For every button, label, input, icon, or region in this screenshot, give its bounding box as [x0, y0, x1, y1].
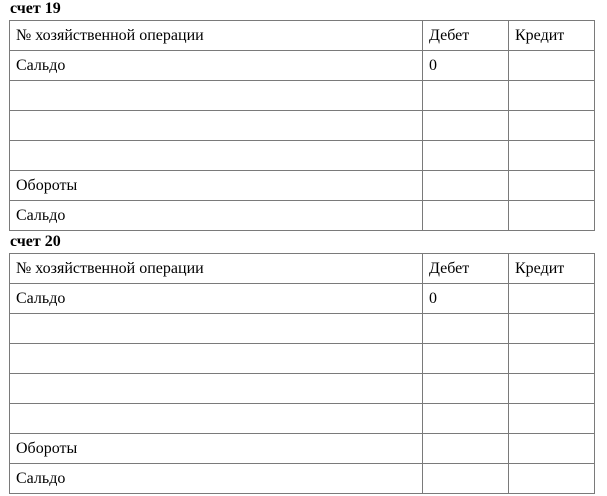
- credit-cell: [509, 434, 595, 464]
- debit-cell: [423, 464, 509, 494]
- credit-cell: [509, 171, 595, 201]
- table-row: [10, 464, 595, 494]
- debit-cell: [423, 171, 509, 201]
- operation-cell: [10, 141, 423, 171]
- table-row: [10, 171, 595, 201]
- table-row: [10, 111, 595, 141]
- table-header-row: [10, 21, 595, 51]
- credit-column-header: Кредит: [509, 254, 595, 284]
- account-20-rows: [10, 254, 595, 494]
- operation-cell: [10, 404, 423, 434]
- table-row: [10, 51, 595, 81]
- debit-cell: [423, 201, 509, 231]
- table-row: [10, 314, 595, 344]
- debit-column-header: Дебет: [423, 21, 509, 51]
- operation-column-header: № хозяйственной операции: [10, 254, 423, 284]
- credit-cell: [509, 344, 595, 374]
- operation-cell: Сальдо: [10, 51, 423, 81]
- table-row: [10, 374, 595, 404]
- operation-cell: Сальдо: [10, 284, 423, 314]
- debit-cell: [423, 141, 509, 171]
- table-row: [10, 81, 595, 111]
- credit-cell: [509, 81, 595, 111]
- account-19-title: счет 19: [10, 0, 61, 17]
- operation-column-header: № хозяйственной операции: [10, 21, 423, 51]
- credit-cell: [509, 141, 595, 171]
- debit-cell: [423, 404, 509, 434]
- debit-cell: 0: [423, 284, 509, 314]
- table-row: [10, 434, 595, 464]
- credit-cell: [509, 284, 595, 314]
- operation-cell: Сальдо: [10, 464, 423, 494]
- account-19-rows: [10, 21, 595, 231]
- account-20-title: счет 20: [10, 233, 61, 250]
- credit-cell: [509, 51, 595, 81]
- credit-cell: [509, 314, 595, 344]
- debit-cell: [423, 344, 509, 374]
- table-row: [10, 201, 595, 231]
- operation-cell: [10, 111, 423, 141]
- credit-column-header: Кредит: [509, 21, 595, 51]
- table-row: [10, 141, 595, 171]
- table-row: [10, 404, 595, 434]
- debit-cell: [423, 81, 509, 111]
- credit-cell: [509, 464, 595, 494]
- debit-column-header: Дебет: [423, 254, 509, 284]
- operation-cell: Сальдо: [10, 201, 423, 231]
- account-20-table: [9, 253, 595, 494]
- debit-cell: 0: [423, 51, 509, 81]
- credit-cell: [509, 201, 595, 231]
- credit-cell: [509, 404, 595, 434]
- debit-cell: [423, 111, 509, 141]
- operation-cell: [10, 374, 423, 404]
- operation-cell: [10, 314, 423, 344]
- table-row: [10, 344, 595, 374]
- credit-cell: [509, 374, 595, 404]
- credit-cell: [509, 111, 595, 141]
- debit-cell: [423, 314, 509, 344]
- operation-cell: [10, 344, 423, 374]
- operation-cell: Обороты: [10, 171, 423, 201]
- table-row: [10, 284, 595, 314]
- table-header-row: [10, 254, 595, 284]
- operation-cell: [10, 81, 423, 111]
- account-19-table: [9, 20, 595, 231]
- operation-cell: Обороты: [10, 434, 423, 464]
- debit-cell: [423, 374, 509, 404]
- debit-cell: [423, 434, 509, 464]
